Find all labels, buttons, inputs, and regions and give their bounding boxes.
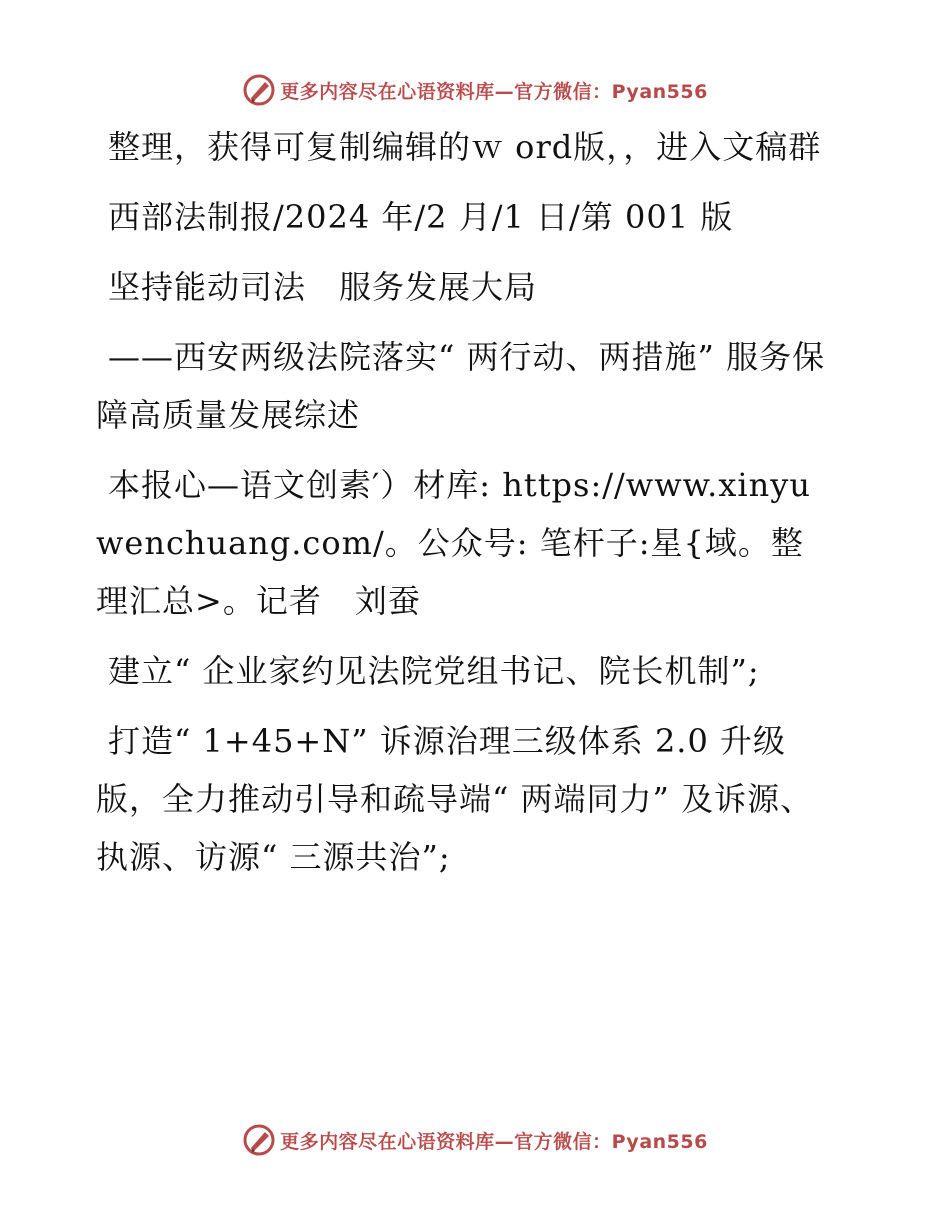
footer-banner [0, 1120, 950, 1160]
footer-banner-text: 更多内容尽在心语资料库—官方微信：Pyan556 [280, 1130, 708, 1153]
article-title: 坚持能动司法 服务发展大局 [108, 268, 538, 306]
header-banner [0, 70, 950, 110]
paragraph-item-2: 打造“ 1+45+N” 诉源治理三级体系 2.0 升级版，全力推动引导和疏导端“ 两端同力” 及诉源、执源、访源“ 三源共治”; [96, 722, 814, 876]
document-body [96, 118, 836, 898]
paragraph-intro: 整理，获得可复制编辑的ｗ ord版，，进入文稿群 [108, 128, 822, 166]
pen-logo-icon [242, 73, 276, 107]
paragraph-item-1: 建立“ 企业家约见法院党组书记、院长机制”; [108, 652, 760, 690]
header-banner-text: 更多内容尽在心语资料库—官方微信：Pyan556 [280, 80, 708, 103]
article-subtitle: ——西安两级法院落实“ 两行动、两措施” 服务保障高质量发展综述 [96, 338, 826, 434]
paragraph-source: 西部法制报/2024 年/2 月/1 日/第 001 版 [108, 198, 734, 236]
paragraph-byline: 本报心—语文创素′）材库: https://www.xinyuwenchuang.com/。公众号: 笔杆子:星{域。整理汇总>。记者 刘蚕 [96, 466, 811, 620]
pen-logo-icon [242, 1123, 276, 1157]
